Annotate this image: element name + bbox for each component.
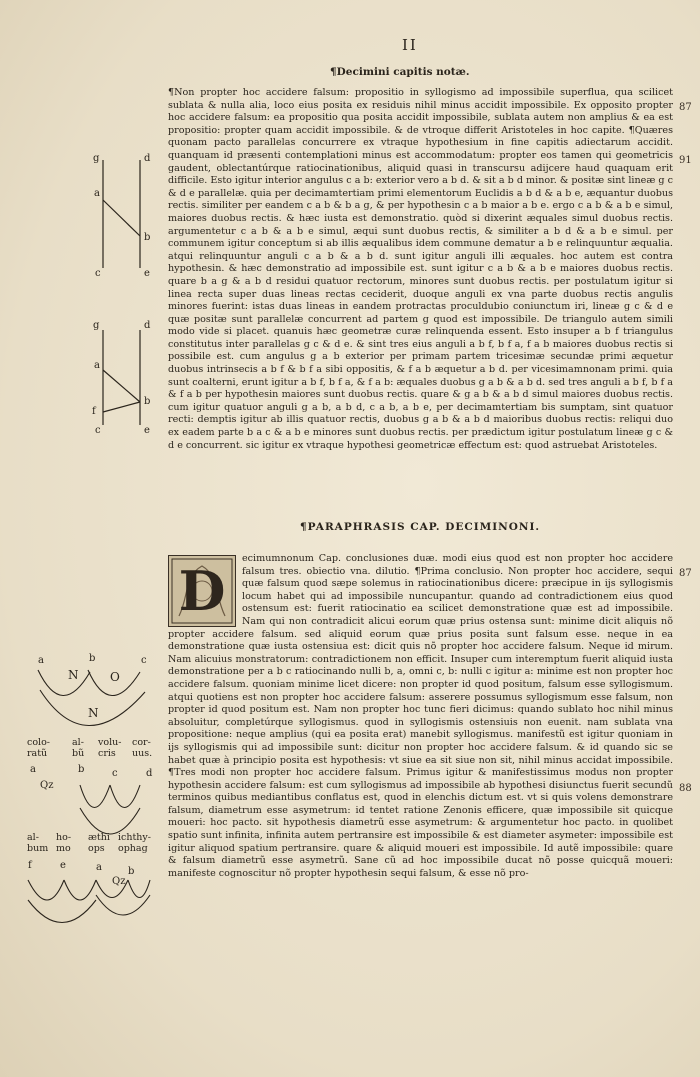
fig3-n2: N	[88, 706, 99, 720]
margin-number: 87	[679, 102, 692, 113]
fig2-label-d: d	[144, 320, 151, 331]
fig2-label-g: g	[93, 320, 100, 331]
fig3-term: colo- ratũ	[27, 737, 51, 759]
fig2-label-b: b	[144, 396, 151, 407]
fig3-row2-letter: b	[128, 866, 135, 877]
fig3-o1: O	[110, 670, 120, 684]
fig2-label-e: e	[144, 425, 150, 436]
fig3-row1-letter: b	[78, 764, 85, 775]
fig2-label-a: a	[94, 360, 100, 371]
fig3-row2-letter: e	[60, 860, 66, 871]
fig1-label-c: c	[95, 268, 101, 279]
fig2-label-c: c	[95, 425, 101, 436]
fig1-label-d: d	[144, 153, 151, 164]
fig3-row1-letter: d	[146, 768, 153, 779]
fig3-term: ichthy- ophag	[118, 832, 151, 854]
fig3-top-label: b	[89, 653, 96, 664]
fig3-qz1: Qz	[40, 780, 54, 791]
fig3-row2-letter: f	[28, 860, 32, 871]
fig3-term: volu- cris	[98, 737, 122, 759]
fig3-top-label: c	[141, 655, 147, 666]
margin-number: 87	[679, 568, 692, 579]
fig3-term: al- bũ	[72, 737, 85, 759]
paraphrase-heading: ¶PARAPHRASIS CAP. DECIMINONI.	[300, 521, 541, 533]
figure-parallels-1	[103, 160, 140, 268]
fig3-n1: N	[68, 668, 79, 682]
notes-text: ¶Non propter hoc accidere falsum: propositio in syllogismo ad impossibile superflua, qua scilicet sublata & nulla alia, loco eius posita ex residuis nihil minus accidit impossibile. Ex opposito propter hoc accidere falsum: ea propositio qua posita accidit impossibile, sublata autem non amplius & ea est propositio: propter quam accidit impossibile. & de vtroque differit Aristoteles in hoc capite. ¶Quæres quonam pacto parallelas concurrere ex vtraque hypothesium in fine capitis adiectarum accidit. quanquam id præsenti contemplationi minus est accommodatum: propter eos tamen qui geometricis gaudent, oblectantúrque ratiocinationibus, aliquid quasi in transcursu adijcere haud quaquam erit difficile. Esto igitur interior angulus c a b: exterior vero a b d. & sit a b d minor. & positæ sint lineæ g c & d e parallelæ. quia per decimamtertiam primi elementorum Euclidis a b d & a b e, æquantur duobus rectis. similiter per eandem c a b & b a g, & per hypothesin c a b maior a b e. ergo c a b & a b e simul, maiores duobus rectis. & hæc iusta est demonstratio. quòd si dixerint æquales simul duobus rectis. argumentetur c a b & a b e simul, æqui sunt duobus rectis, & similiter a b d & a b e simul. per communem igitur conceptum si ab illis æqualibus idem commune dematur a b e relinquuntur æqualia. atqui relinquuntur anguli c a b & a b d. sunt igitur anguli illi æquales. hoc autem est contra hypothesin. & hæc demonstratio ad impossibile est. sunt igitur c a b & a b e maiores duobus rectis. quare b a g & a b d residui quatuor rectorum, minores sunt duobus rectis. per postulatum igitur si linea recta super duas lineas rectas ceciderit, duoque anguli ex vna parte duobus rectis angulis minores fuerint: istas duas lineas in eandem protractas proculdubio coniunctum iri, lineæ g c & d e quæ positæ sunt parallelæ concurrent ad partem g quod est impossibile. De triangulo autem simili modo vide si placet. quanuis hæc geometræ curæ relinquenda essent. Esto insuper a b f triangulus constitutus inter parallelas g c & d e. & sint tres eius anguli a b f, b f a, f a b maiores duobus rectis si possibile est. cum angulus g a b exterior per primam partem tricesimæ secundæ primi æquetur duobus intrinsecis a b f & b f a sibi oppositis, & f a b æquetur a b d. per vicesimamnonam primi. quia sunt coalterni, erunt igitur a b f, b f a, & f a b: æquales duobus g a b & a b d. sed tres anguli a b f, b f a & f a b per hypothesin maiores sunt duobus rectis. quare & g a b & a b d simul maiores duobus rectis. cum igitur quatuor anguli g a b, a b d, c a b, a b e, per decimamtertiam bis sumptam, sint quatuor recti: demptis igitur ab illis quatuor rectis, duobus g a b & a b d maioribus duobus rectis: reliqui duo ex eadem parte b a c & a b e minores sunt duobus rectis. per prædictum igitur postulatum lineæ g c & d e concurrent. sic igitur ex vtraque hypothesi geometricæ effectum est: quod astruebat Aristoteles.	[168, 87, 673, 451]
fig1-label-g: g	[93, 153, 100, 164]
folio-number: II	[402, 36, 418, 54]
margin-number: 88	[679, 783, 692, 794]
fig3-top-label: a	[38, 655, 44, 666]
notes-heading: ¶Decimini capitis notæ.	[330, 66, 470, 78]
figure-parallels-2	[103, 330, 140, 425]
initial-letter: D	[178, 559, 226, 623]
fig3-term: cor- uus.	[132, 737, 153, 759]
fig3-term: ho- mo	[56, 832, 72, 854]
fig3-row1-letter: a	[30, 764, 36, 775]
fig3-term: æthi ops	[88, 832, 110, 854]
fig3-term: al- bum	[27, 832, 49, 854]
paraphrase-text: ecimumnonum Cap. conclusiones duæ. modi eius quod est non propter hoc accidere falsum tres. obiectio vna. dilutio. ¶Prima conclusio. Non propter hoc accidere, sequi quæ falsum quod sæpe solemus in ratiocinationibus dicere: præcipue in ijs syllogismis locum habet qui ad impossibile nuncupantur. quando ad contradictionem eius quod ostensum est: fuerit ratiocinatio ea scilicet demonstratione quæ est ad impossibile. Nam qui non contradicit alicui eorum quæ prius ostensa sunt: minime dicit aliquis nõ propter accidere falsum. sed aliquid eorum quæ prius posita sunt falsum esse. neque in ea demonstratione quæ iusta ostensiua est: dicit quis nõ propter hoc accidere falsum. Neque id mirum. Nam alicuius monstratorum: contradictionem non efficit. Insuper cum interemptum fuerit aliquid iusta demonstratione per a b c ratiocinando nulli b, a, omni c, b: nulli c igitur a: minime est non propter hoc accidere falsum. quoniam minime licet dicere: non propter id quod positum, falsum esse syllogismum. atqui quotiens est non propter hoc accidere falsum: asserere possumus syllogismum esse falsum, non propter id quod positum est. Nam non propter hoc tunc fieri dicimus: quando sublato hoc nihil minus absoluitur, completúrque syllogismus. quod in syllogismis ostensiuis non euenit. nam sublata vna propositione: neque amplius (qui ea posita erat) manebit syllogismus. manifestũ est igitur quoniam in ijs syllogismis qui ad impossibile sunt: dicitur non propter hoc accidere falsum. & id quando sic se habet quæ à principio posita est hypothesis: vt siue ea sit siue non sit, nihil minus accidat impossibile. ¶Tres modi non propter hoc accidere falsum. Primus igitur & manifestissimus modus non propter hypothesin accidere falsum: est cum syllogismus ad impossibile ab hypothesi disiunctus fuerit secundũ terminos quibus mediantibus conflatus est, quod in elenchis dictum est. vt si quis volens demonstrare falsum, diametrum esse asymetrum: id tentet ratione Zenonis efficere, quæ impossibile sit quicque moueri: hoc pacto. sit hypothesis diametrũ esse asymetrum: & argumentetur hoc pacto. in quolibet spatio sunt infinita, infinita autem pertransire est impossibile & est diameter asymeter: impossibile est igitur aliquod spatium pertransire. quare & aliquid moueri est impossibile. Id autẽ impossibile: quare & falsum diametrũ esse asymetrũ. Sane cũ ad hoc impossibile ducat nõ posse quicquã moueri: manifeste cognoscitur nõ propter hypothesin sequi falsum, & esse nõ pro-	[168, 553, 673, 879]
fig1-label-b: b	[144, 232, 151, 243]
fig1-label-e: e	[144, 268, 150, 279]
fig2-label-f: f	[92, 406, 96, 417]
fig3-qz2: Qz	[112, 876, 126, 887]
fig1-label-a: a	[94, 188, 100, 199]
fig3-row2-letter: a	[96, 862, 102, 873]
margin-number: 91	[679, 155, 692, 166]
fig3-row1-letter: c	[112, 768, 118, 779]
